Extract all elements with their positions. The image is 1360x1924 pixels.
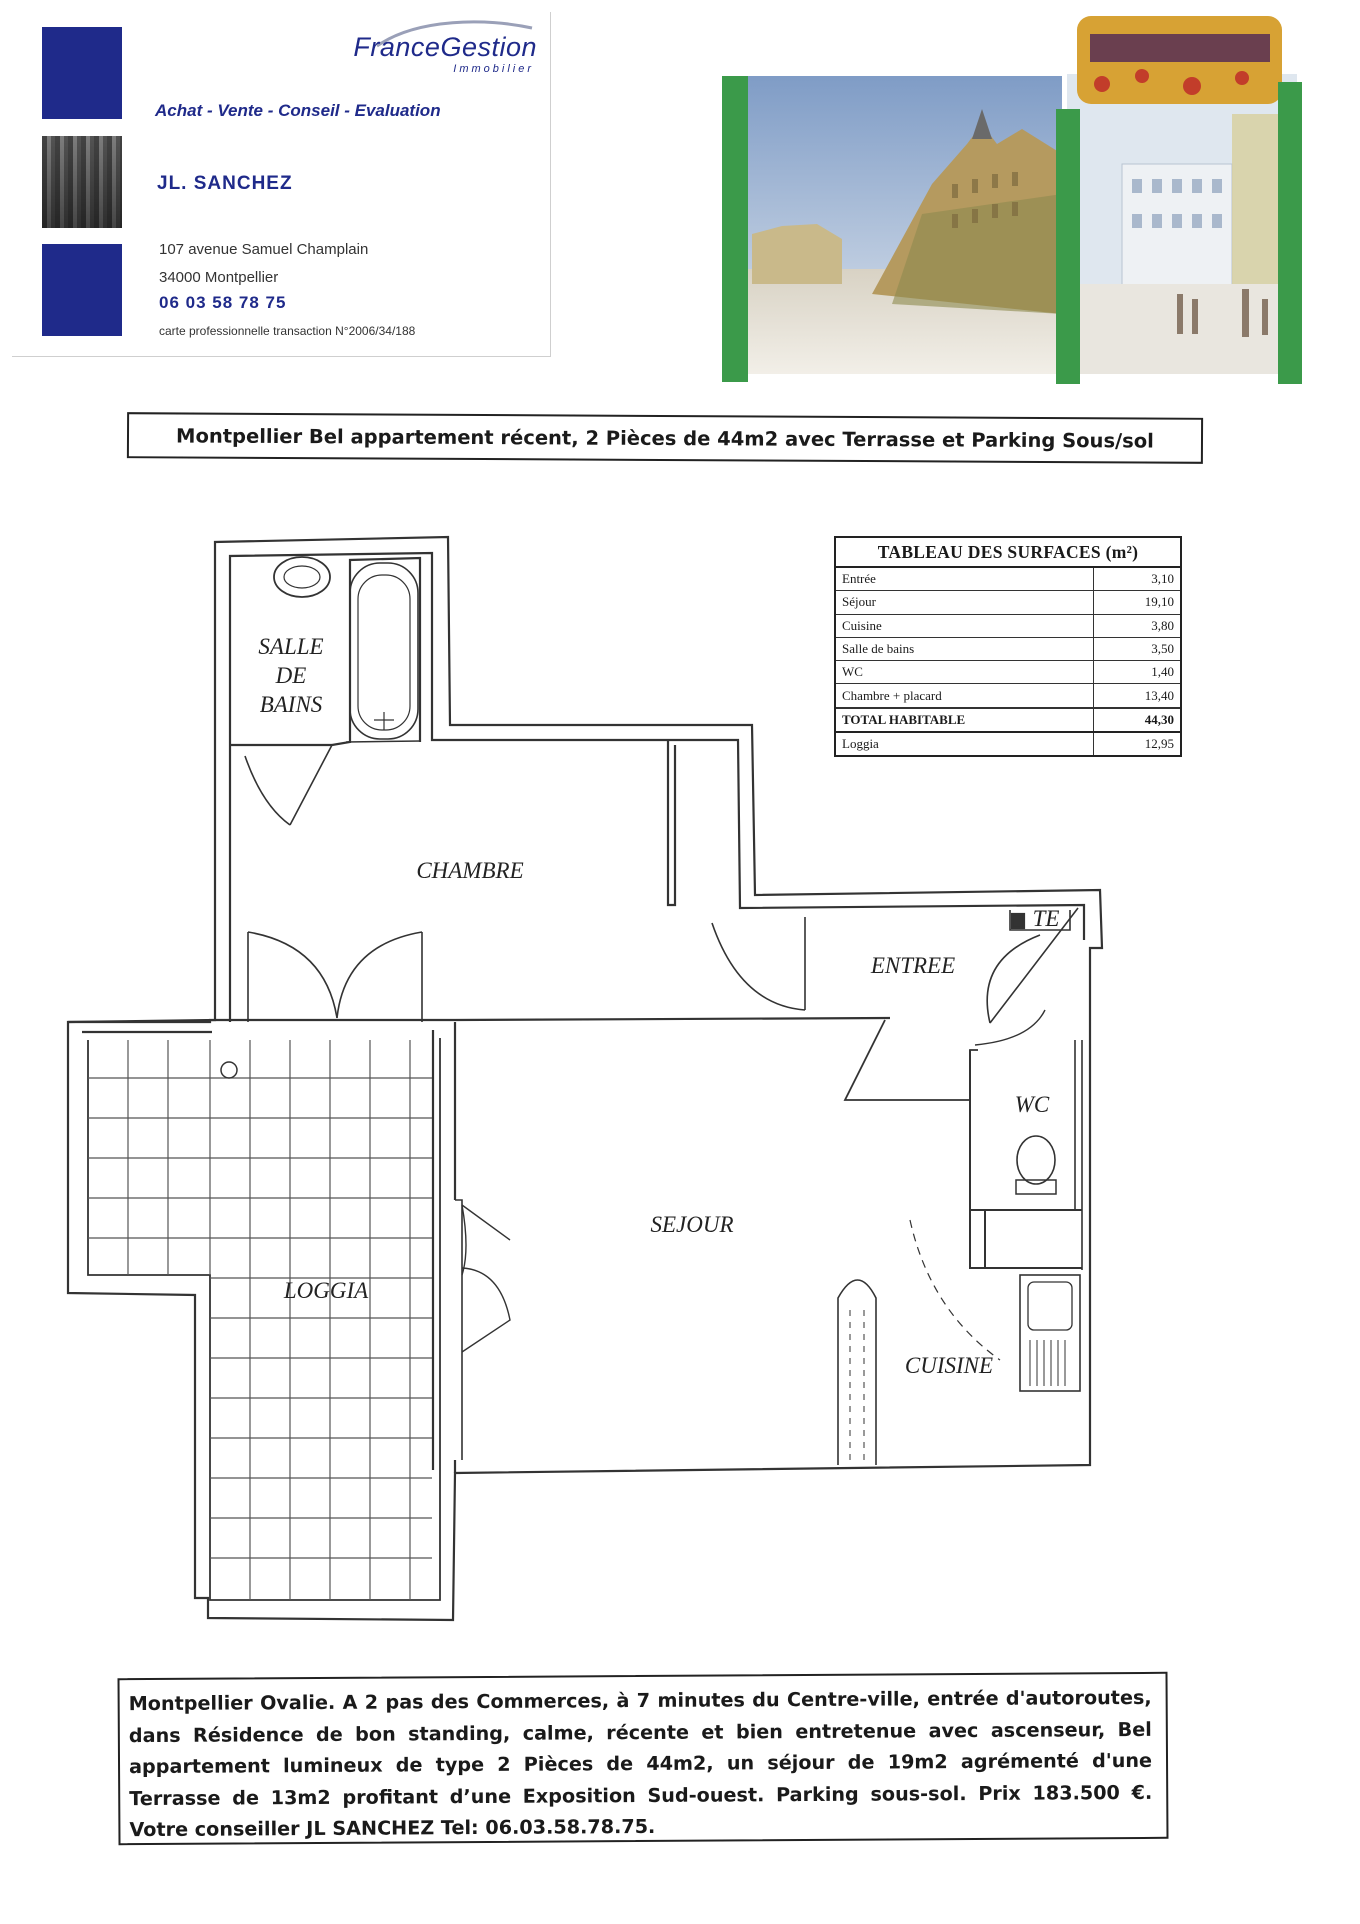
label-loggia: LOGGIA [283,1278,369,1303]
drain-icon [221,1062,237,1078]
table-row [836,661,1180,684]
address-street: 107 avenue Samuel Champlain [159,241,369,258]
label-chambre: CHAMBRE [416,858,524,883]
surfaces-table-title: TABLEAU DES SURFACES (m²) [836,538,1180,568]
label-salle: SALLE [258,634,324,659]
brand-subtitle: Immobilier [453,63,534,75]
row-value: 12,95 [1144,736,1174,752]
table-row [836,591,1180,614]
brand-logo: FranceGestion [353,32,537,62]
license-number: carte professionnelle transaction N°2006/34/188 [159,324,416,338]
row-value: 3,80 [1151,617,1174,633]
table-row [836,568,1180,591]
label-te: TE [1032,906,1060,931]
agent-name: JL. SANCHEZ [157,173,293,194]
toilet [1017,1136,1055,1184]
row-label: WC [836,661,1094,683]
row-label: Entrée [836,568,1094,590]
table-row-loggia [836,733,1180,755]
row-value: 1,40 [1151,664,1174,680]
row-label: Salle de bains [836,638,1094,660]
label-sejour: SEJOUR [650,1212,734,1237]
row-label: Séjour [836,591,1094,613]
row-value: 3,10 [1151,571,1174,587]
row-label: Loggia [836,733,1094,755]
label-wc: WC [1014,1092,1050,1117]
row-label: Chambre + placard [836,684,1094,706]
table-row [836,615,1180,638]
sink [274,557,330,597]
row-value: 19,10 [1144,594,1174,610]
listing-title: Montpellier Bel appartement récent, 2 Pièces de 44m2 avec Terrasse et Parking Sous/sol [176,423,1154,453]
table-row [836,638,1180,661]
description-text: Montpellier Ovalie. A 2 pas des Commerces, à 7 minutes du Centre-ville, entrée d'autoroutes, dans Résidence de bon standing, calme, récente et bien entretenue avec ascenseur, Bel appartement lumineux de type 2 Pièces de 44m2, un séjour de 19m2 agrémenté d'une Terrasse de 13m2 profitant d’une Exposition Sud-ouest. Parking sous-sol. Prix 183.500 €. Votre conseiller JL SANCHEZ Tel: 06.03.58.78.75. [128,1685,1153,1842]
card-tagline: Achat - Vente - Conseil - Evaluation [155,101,441,120]
row-value: 3,50 [1151,641,1174,657]
surfaces-table [834,536,1182,757]
total-value: 44,30 [1144,711,1174,727]
loggia-tiles [88,1040,432,1600]
label-entree: ENTREE [870,953,956,978]
label-cuisine: CUISINE [904,1353,994,1378]
agent-phone: 06 03 58 78 75 [159,293,287,312]
table-row [836,684,1180,707]
row-label: Cuisine [836,615,1094,637]
row-value: 13,40 [1144,687,1174,703]
label-bains: BAINS [259,692,323,717]
kitchen-counter [1020,1275,1080,1391]
total-label: TOTAL HABITABLE [836,709,1094,731]
label-de: DE [275,663,307,688]
description-box [117,1672,1168,1845]
kitchen-island [838,1280,876,1465]
table-row-total [836,708,1180,733]
address-city: 34000 Montpellier [159,269,279,286]
